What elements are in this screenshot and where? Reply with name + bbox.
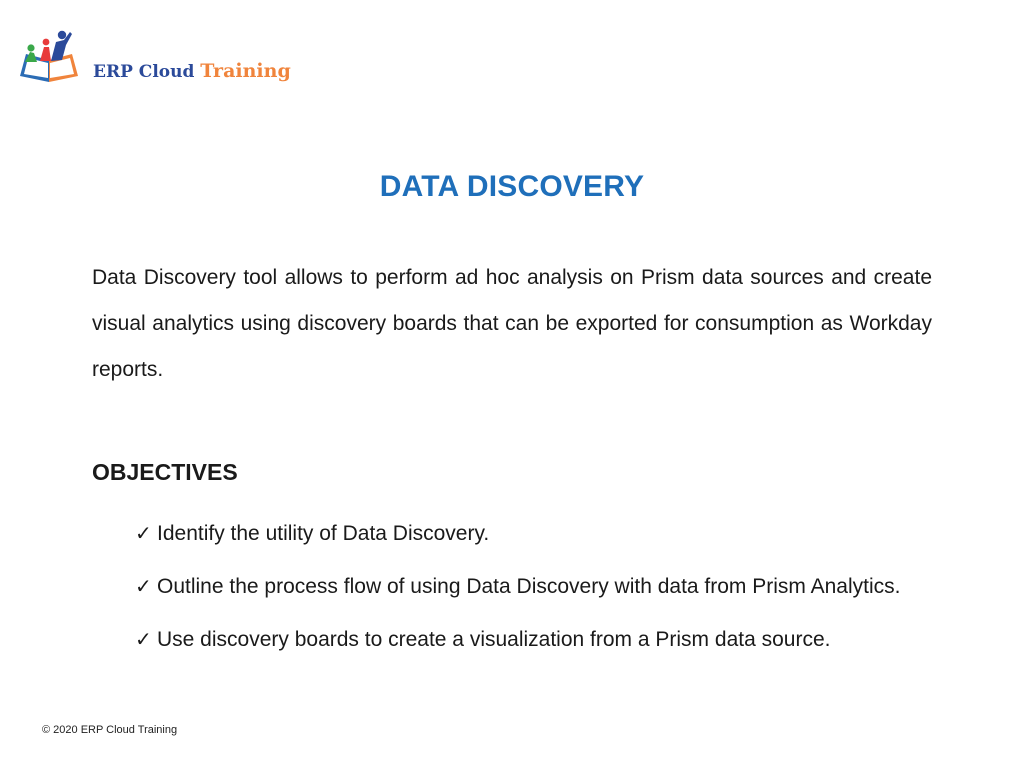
objective-text: Outline the process flow of using Data Discovery with data from Prism Analytics. (157, 575, 901, 598)
footer-copyright: © 2020 ERP Cloud Training (42, 724, 178, 736)
erp-cloud-training-logo (18, 26, 291, 88)
logo-wordmark-training: Training (200, 60, 291, 82)
open-book-people-icon (18, 26, 80, 88)
objective-text: Use discovery boards to create a visualization from a Prism data source. (157, 628, 831, 651)
slide-title: DATA DISCOVERY (379, 170, 645, 203)
objective-item (135, 616, 932, 663)
logo-wordmark-erp: ERP Cloud (93, 62, 195, 82)
objectives-heading: OBJECTIVES (92, 459, 238, 485)
checkmark-icon: ✓ (135, 574, 152, 598)
objective-text: Identify the utility of Data Discovery. (157, 522, 490, 545)
objective-item (135, 563, 932, 610)
checkmark-icon: ✓ (135, 521, 152, 545)
logo-wordmark (93, 60, 291, 82)
intro-paragraph: Data Discovery tool allows to perform ad hoc analysis on Prism data sources and create visual analytics using discovery boards that can be exported for consumption as Workday reports. (92, 266, 932, 381)
objectives-list (135, 510, 932, 669)
objective-item (135, 510, 932, 557)
checkmark-icon: ✓ (135, 627, 152, 651)
